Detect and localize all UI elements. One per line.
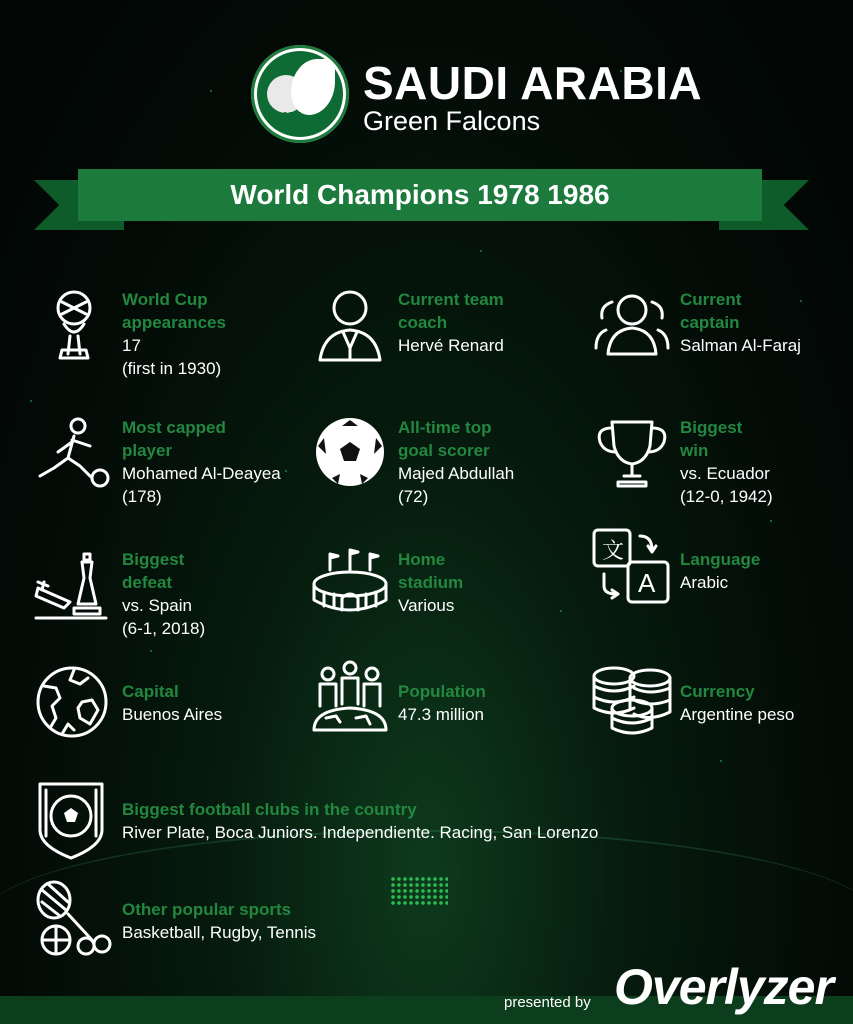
captain-group-icon: [592, 288, 672, 368]
stat-value: Salman Al-Faraj: [680, 336, 801, 355]
population-icon: [310, 660, 390, 740]
stat-label: Capital: [122, 682, 179, 701]
globe-icon: [34, 668, 114, 748]
stat-value: (12-0, 1942): [680, 487, 773, 506]
stat-label: captain: [680, 313, 740, 332]
stat-value: Hervé Renard: [398, 336, 504, 355]
club-crest-icon: [34, 780, 114, 860]
page-subtitle: Green Falcons: [363, 106, 541, 136]
page-title: SAUDI ARABIA: [363, 57, 703, 109]
stat-label: World Cup: [122, 290, 208, 309]
stat-value: vs. Ecuador: [680, 464, 770, 483]
stat-label: Population: [398, 682, 486, 701]
stat-value: (6-1, 2018): [122, 619, 206, 638]
stat-value: Basketball, Rugby, Tennis: [122, 923, 317, 942]
stat-label: goal scorer: [398, 441, 490, 460]
player-kicking-icon: [34, 416, 114, 496]
translate-icon: [592, 528, 672, 608]
stat-label: All-time top: [398, 418, 492, 437]
stat-value: River Plate, Boca Juniors. Independiente. Racing, San Lorenzo: [122, 823, 599, 842]
stat-label: Most capped: [122, 418, 226, 437]
stat-value: Majed Abdullah: [398, 464, 515, 483]
saff-logo: [251, 45, 349, 143]
stat-label: coach: [398, 313, 448, 332]
soccer-ball-icon: [310, 416, 390, 496]
stat-label: Biggest: [122, 550, 185, 569]
trophy-cup-icon: [34, 288, 114, 368]
stat-value: 17: [122, 336, 141, 355]
stat-value: Various: [398, 596, 455, 615]
stat-value: 47.3 million: [398, 705, 484, 724]
stat-label: win: [680, 441, 709, 460]
svg-text:A: A: [638, 568, 656, 598]
sports-balls-icon: [34, 880, 114, 960]
stat-label: Other popular sports: [122, 900, 292, 919]
stat-label: Current: [680, 290, 742, 309]
stat-value: Mohamed Al-Deayea: [122, 464, 281, 483]
chess-defeat-icon: [34, 548, 114, 628]
svg-text:文: 文: [602, 539, 625, 564]
logo-text: SAFF: [275, 111, 302, 122]
stadium-icon: [310, 548, 390, 628]
stat-label: Biggest football clubs in the country: [122, 800, 417, 819]
coach-icon: [310, 288, 390, 368]
stat-label: appearances: [122, 313, 226, 332]
stat-value: Argentine peso: [680, 705, 795, 724]
stat-label: Currency: [680, 682, 755, 701]
banner-ribbon: [78, 169, 762, 221]
stat-label: Home: [398, 550, 446, 569]
stat-value: (first in 1930): [122, 359, 222, 378]
stat-label: defeat: [122, 573, 173, 592]
overlyzer-logo: Overlyzer: [614, 959, 833, 1015]
stat-label: stadium: [398, 573, 464, 592]
stat-value: vs. Spain: [122, 596, 192, 615]
stat-value: (72): [398, 487, 429, 506]
stat-value: Buenos Aires: [122, 705, 223, 724]
presented-by-text: presented by: [504, 994, 591, 1011]
trophy-icon: [592, 416, 672, 496]
stat-label: Language: [680, 550, 761, 569]
stat-value: Arabic: [680, 573, 729, 592]
stat-label: Current team: [398, 290, 504, 309]
stat-label: player: [122, 441, 173, 460]
stat-value: (178): [122, 487, 162, 506]
stat-label: Biggest: [680, 418, 743, 437]
banner-text: World Champions 1978 1986: [230, 179, 610, 210]
coins-icon: [592, 664, 672, 744]
